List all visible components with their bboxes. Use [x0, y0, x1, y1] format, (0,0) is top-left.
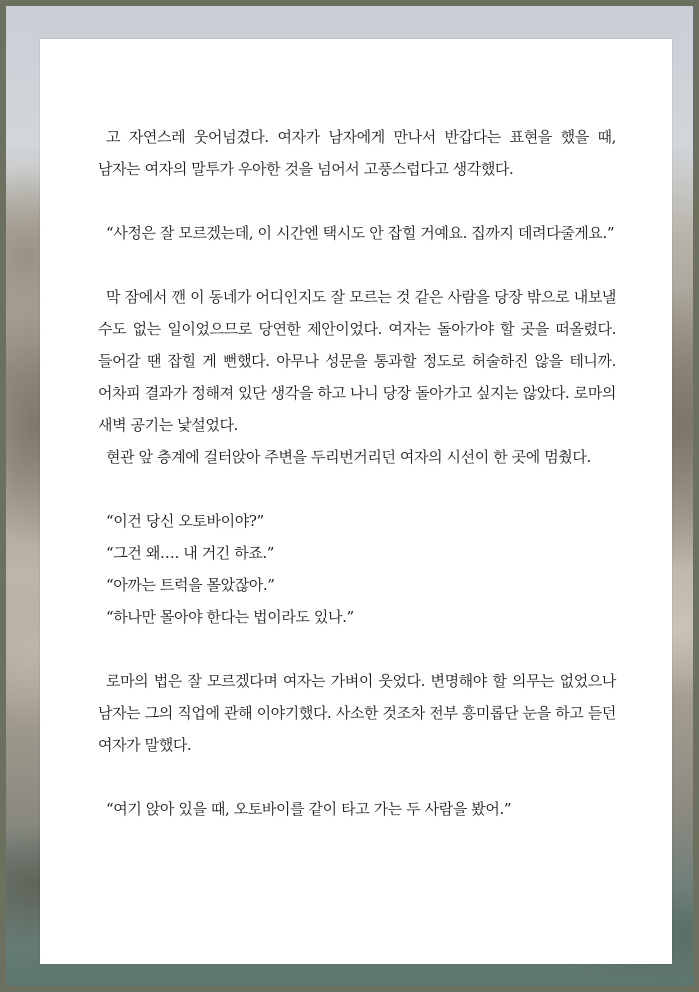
- paragraph-1: 고 자연스레 웃어넘겼다. 여자가 남자에게 만나서 반갑다는 표현을 했을 때, 남자는 여자의 말투가 우아한 것을 넘어서 고풍스럽다고 생각했다.: [98, 128, 616, 178]
- paragraph-spacer: [98, 633, 616, 665]
- paragraph-spacer: [98, 249, 616, 281]
- paragraph-spacer: [98, 761, 616, 793]
- paragraph-spacer: [98, 185, 616, 217]
- paragraph-dialogue-4: “아까는 트럭을 몰았잖아.”: [106, 576, 275, 594]
- body-text: [98, 121, 616, 825]
- paragraph-dialogue-6: “여기 앉아 있을 때, 오토바이를 같이 타고 가는 두 사람을 봤어.”: [106, 800, 512, 818]
- paragraph-4: 로마의 법은 잘 모르겠다며 여자는 가벼이 웃었다. 변명해야 할 의무는 없었으나 남자는 그의 직업에 관해 이야기했다. 사소한 것조차 전부 흥미롭단 눈을 하고 듣던 여자가 말했다.: [98, 672, 616, 754]
- document-page: [40, 39, 672, 964]
- paragraph-dialogue-3: “그건 왜…. 내 거긴 하죠.”: [106, 544, 275, 562]
- paragraph-dialogue-5: “하나만 몰아야 한다는 법이라도 있나.”: [106, 608, 354, 626]
- paragraph-3: 현관 앞 층계에 걸터앉아 주변을 두리번거리던 여자의 시선이 한 곳에 멈췄다.: [106, 448, 591, 466]
- paragraph-spacer: [98, 473, 616, 505]
- paragraph-dialogue-1: “사정은 잘 모르겠는데, 이 시간엔 택시도 안 잡힐 거예요. 집까지 데려다줄게요.”: [106, 224, 615, 242]
- paragraph-dialogue-2: “이건 당신 오토바이야?”: [106, 512, 264, 530]
- paragraph-2: 막 잠에서 깬 이 동네가 어디인지도 잘 모르는 것 같은 사람을 당장 밖으로 내보낼 수도 없는 일이었으므로 당연한 제안이었다. 여자는 돌아가야 할 곳을 떠올렸다. 들어갈 땐 잡힐 게 뻔했다. 아무나 성문을 통과할 정도로 허술하진 않을 테니까. 어차피 결과가 정해져 있단 생각을 하고 나니 당장 돌아가고 싶지는 않았다. 로마의 새벽 공기는 낯설었다.: [98, 288, 616, 434]
